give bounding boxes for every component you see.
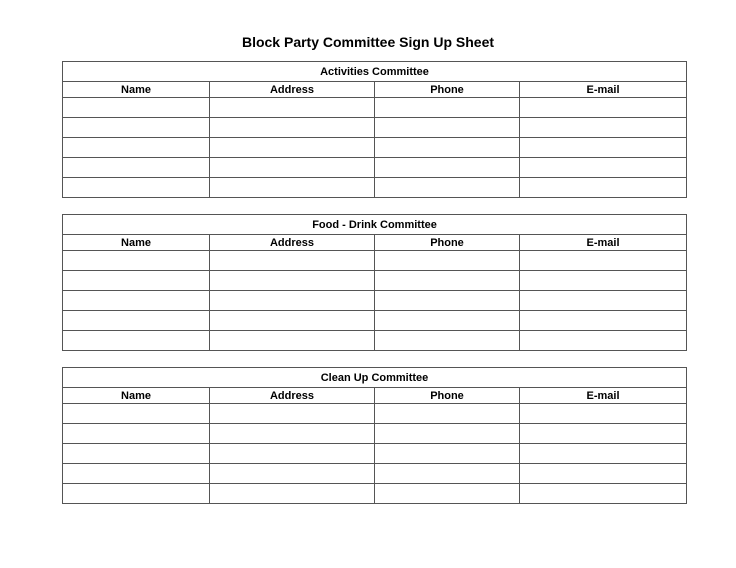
signup-row [63, 118, 687, 138]
signup-row [63, 464, 687, 484]
email-cell[interactable] [520, 484, 687, 504]
address-cell[interactable] [210, 178, 375, 198]
email-cell[interactable] [520, 404, 687, 424]
clean-up-committee-table [62, 367, 687, 504]
signup-row [63, 331, 687, 351]
signup-row [63, 424, 687, 444]
name-cell[interactable] [63, 178, 210, 198]
signup-row [63, 484, 687, 504]
phone-cell[interactable] [375, 271, 520, 291]
column-header-phone: Phone [375, 235, 520, 251]
address-cell[interactable] [210, 311, 375, 331]
email-cell[interactable] [520, 178, 687, 198]
name-cell[interactable] [63, 311, 210, 331]
signup-row [63, 138, 687, 158]
address-cell[interactable] [210, 331, 375, 351]
name-cell[interactable] [63, 424, 210, 444]
name-cell[interactable] [63, 118, 210, 138]
food-drink-committee-table [62, 214, 687, 351]
column-header-name: Name [63, 388, 210, 404]
email-cell[interactable] [520, 271, 687, 291]
address-cell[interactable] [210, 424, 375, 444]
email-cell[interactable] [520, 251, 687, 271]
signup-row [63, 444, 687, 464]
column-header-phone: Phone [375, 82, 520, 98]
phone-cell[interactable] [375, 291, 520, 311]
name-cell[interactable] [63, 251, 210, 271]
committee-title: Activities Committee [63, 62, 687, 82]
phone-cell[interactable] [375, 178, 520, 198]
address-cell[interactable] [210, 464, 375, 484]
phone-cell[interactable] [375, 444, 520, 464]
email-cell[interactable] [520, 331, 687, 351]
address-cell[interactable] [210, 291, 375, 311]
column-header-address: Address [210, 82, 375, 98]
column-header-email: E-mail [520, 235, 687, 251]
phone-cell[interactable] [375, 138, 520, 158]
column-header-name: Name [63, 235, 210, 251]
name-cell[interactable] [63, 271, 210, 291]
phone-cell[interactable] [375, 98, 520, 118]
column-header-name: Name [63, 82, 210, 98]
address-cell[interactable] [210, 271, 375, 291]
address-cell[interactable] [210, 251, 375, 271]
signup-row [63, 291, 687, 311]
name-cell[interactable] [63, 98, 210, 118]
email-cell[interactable] [520, 291, 687, 311]
column-header-email: E-mail [520, 82, 687, 98]
column-header-email: E-mail [520, 388, 687, 404]
signup-row [63, 251, 687, 271]
activities-committee-table [62, 61, 687, 198]
name-cell[interactable] [63, 484, 210, 504]
name-cell[interactable] [63, 291, 210, 311]
address-cell[interactable] [210, 484, 375, 504]
name-cell[interactable] [63, 464, 210, 484]
phone-cell[interactable] [375, 118, 520, 138]
email-cell[interactable] [520, 118, 687, 138]
address-cell[interactable] [210, 98, 375, 118]
signup-row [63, 404, 687, 424]
phone-cell[interactable] [375, 311, 520, 331]
phone-cell[interactable] [375, 404, 520, 424]
column-header-address: Address [210, 235, 375, 251]
column-header-address: Address [210, 388, 375, 404]
address-cell[interactable] [210, 118, 375, 138]
phone-cell[interactable] [375, 424, 520, 444]
name-cell[interactable] [63, 158, 210, 178]
signup-row [63, 178, 687, 198]
email-cell[interactable] [520, 464, 687, 484]
address-cell[interactable] [210, 158, 375, 178]
document-title: Block Party Committee Sign Up Sheet [241, 34, 495, 50]
name-cell[interactable] [63, 138, 210, 158]
name-cell[interactable] [63, 444, 210, 464]
address-cell[interactable] [210, 404, 375, 424]
signup-row [63, 98, 687, 118]
signup-row [63, 311, 687, 331]
email-cell[interactable] [520, 311, 687, 331]
phone-cell[interactable] [375, 158, 520, 178]
committee-title: Clean Up Committee [63, 368, 687, 388]
phone-cell[interactable] [375, 464, 520, 484]
signup-row [63, 271, 687, 291]
phone-cell[interactable] [375, 484, 520, 504]
email-cell[interactable] [520, 424, 687, 444]
address-cell[interactable] [210, 444, 375, 464]
email-cell[interactable] [520, 98, 687, 118]
email-cell[interactable] [520, 444, 687, 464]
name-cell[interactable] [63, 331, 210, 351]
email-cell[interactable] [520, 138, 687, 158]
committee-title: Food - Drink Committee [63, 215, 687, 235]
phone-cell[interactable] [375, 331, 520, 351]
email-cell[interactable] [520, 158, 687, 178]
column-header-phone: Phone [375, 388, 520, 404]
address-cell[interactable] [210, 138, 375, 158]
signup-row [63, 158, 687, 178]
phone-cell[interactable] [375, 251, 520, 271]
name-cell[interactable] [63, 404, 210, 424]
